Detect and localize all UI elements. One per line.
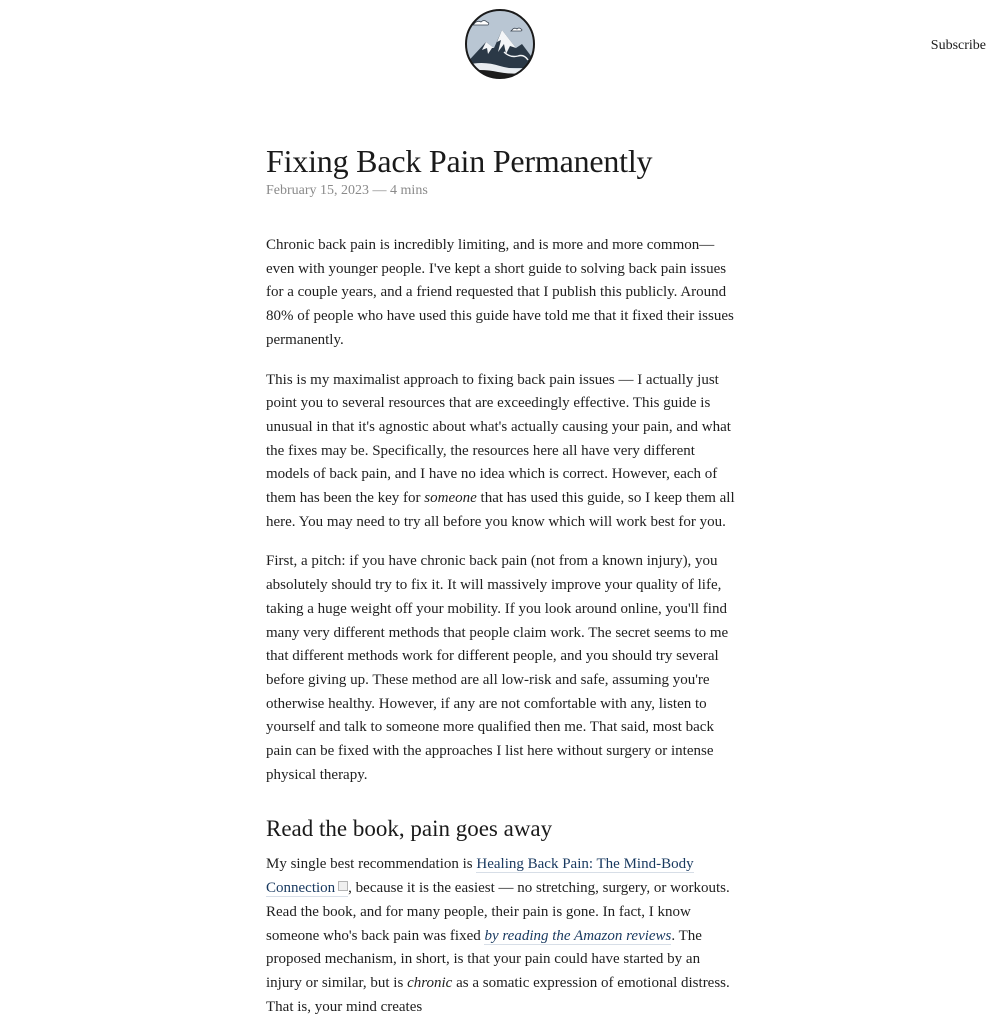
post-meta: February 15, 2023 — 4 mins xyxy=(266,183,428,198)
paragraph-intro: Chronic back pain is incredibly limiting, and is more and more common—even with younger people. I've kept a short guide to solving back pain issues for a couple years, and a friend requested that I publish this publicly. Around 80% of people who have used this guide have told me that it fixed their issues permanently. xyxy=(266,237,734,348)
section-heading: Read the book, pain goes away xyxy=(266,816,553,842)
paragraph-pitch: First, a pitch: if you have chronic back pain (not from a known injury), you absolutely should try to fix it. It will massively improve your quality of life, taking a huge weight off your mobility. If you look around online, you'll find many very different methods that people claim work. The secret seems to me that different methods work for different people, and you should try several before giving up. These method are all low-risk and safe, assuming you're otherwise healthy. However, if any are not comfortable with any, listen to yourself and talk to someone more qualified then me. That said, most back pain can be fixed with the approaches I list here without surgery or intense physical therapy. xyxy=(266,553,729,783)
external-link-icon xyxy=(338,881,348,891)
paragraph-recommendation: My single best recommendation is Healing Back Pain: The Mind-Body Connection , because it is the easiest — no stretching, surgery, or workouts. Read the book, and for many people, their pain is gone. In fact, I know someone who's back pain was fixed by reading the Amazon reviews. The proposed mechanism, in short, is that your pain could have started by an injury or similar, but is chronic as a somatic expression of emotional distress. That is, your mind creates xyxy=(266,856,730,1015)
amazon-reviews-link[interactable]: by reading the Amazon reviews xyxy=(484,927,672,944)
article-body xyxy=(266,234,736,1019)
subscribe-link[interactable]: Subscribe xyxy=(930,38,986,53)
site-logo-icon[interactable] xyxy=(464,8,536,80)
paragraph-approach: This is my maximalist approach to fixing back pain issues — I actually just point you to several resources that are exceedingly effective. This guide is unusual in that it's agnostic about what's actually causing your pain, and what the fixes may be. Specifically, the resources here all have very different models of back pain, and I have no idea which is correct. However, each of them has been the key for someone that has used this guide, so I keep them all here. You may need to try all before you know which will work best for you. xyxy=(266,371,735,530)
article xyxy=(266,140,736,1035)
book-link[interactable]: Healing Back Pain: The Mind-Body Connection xyxy=(266,856,694,897)
page-title: Fixing Back Pain Permanently xyxy=(266,143,653,179)
emphasis-chronic: chronic xyxy=(407,974,453,991)
emphasis-someone: someone xyxy=(424,490,477,507)
